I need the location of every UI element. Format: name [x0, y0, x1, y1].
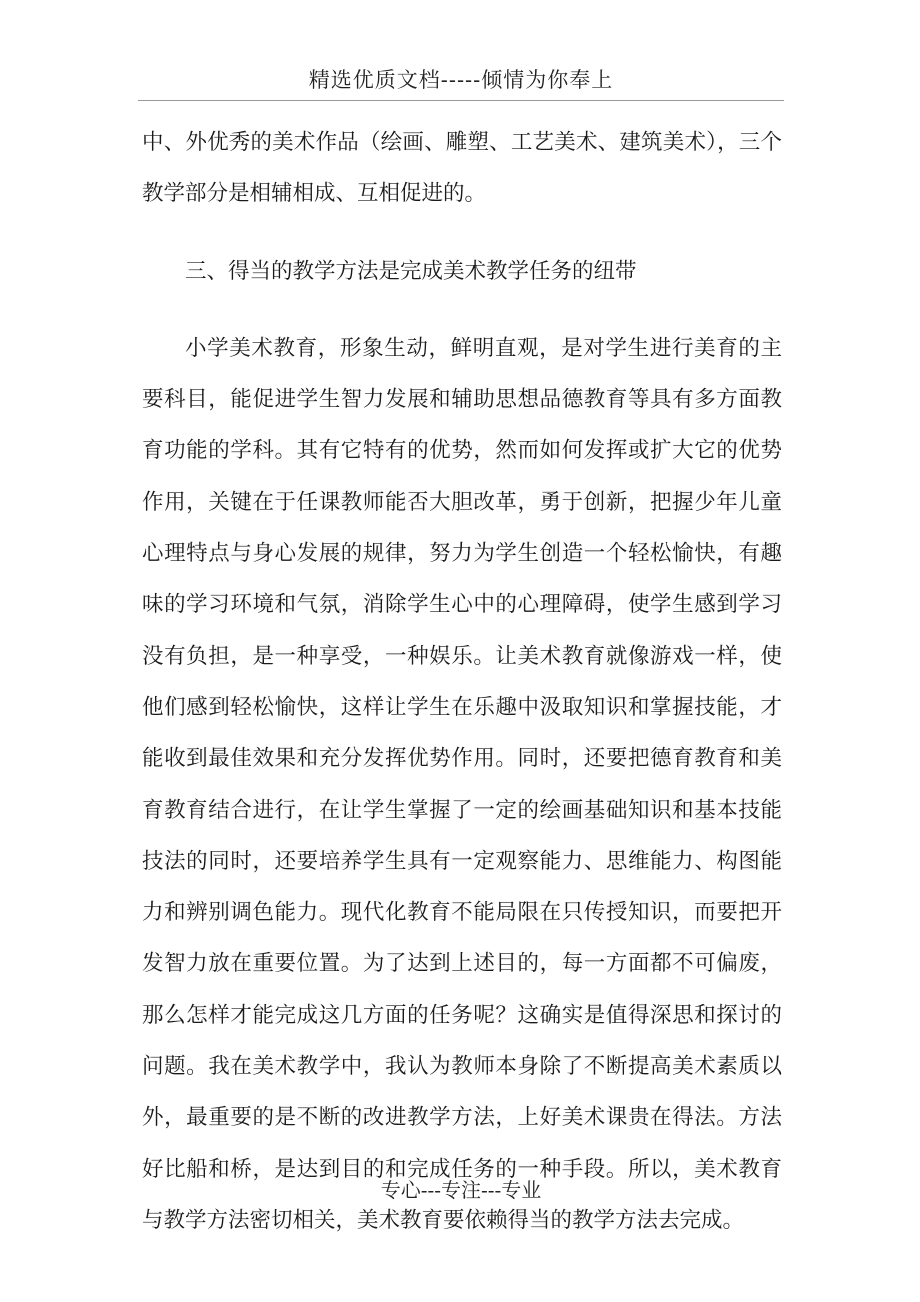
header-divider: [138, 100, 784, 101]
continuation-paragraph: 中、外优秀的美术作品（绘画、雕塑、工艺美术、建筑美术），三个教学部分是相辅相成、互相促进的。: [142, 130, 782, 207]
page-header: 精选优质文档-----倾情为你奉上: [308, 68, 614, 92]
document-body: [142, 117, 782, 1246]
body-paragraph: 小学美术教育，形象生动，鲜明直观，是对学生进行美育的主要科目，能促进学生智力发展和辅助思想品德教育等具有多方面教育功能的学科。其有它特有的优势，然而如何发挥或扩大它的优势作用，关键在于任课教师能否大胆改革，勇于创新，把握少年儿童心理特点与身心发展的规律，努力为学生创造一个轻松愉快，有趣味的学习环境和气氛，消除学生心中的心理障碍，使学生感到学习没有负担，是一种享受，一种娱乐。让美术教育就像游戏一样，使他们感到轻松愉快，这样让学生在乐趣中汲取知识和掌握技能，才能收到最佳效果和充分发挥优势作用。同时，还要把德育教育和美育教育结合进行，在让学生掌握了一定的绘画基础知识和基本技能技法的同时，还要培养学生具有一定观察能力、思维能力、构图能力和辨别调色能力。现代化教育不能局限在只传授知识，而要把开发智力放在重要位置。为了达到上述目的，每一方面都不可偏废，那么怎样才能完成这几方面的任务呢？这确实是值得深思和探讨的问题。我在美术教学中，我认为教师本身除了不断提高美术素质以外，最重要的是不断的改进教学方法，上好美术课贵在得法。方法好比船和桥，是达到目的和完成任务的一种手段。所以，美术教育与教学方法密切相关，美术教育要依赖得当的教学方法去完成。: [142, 335, 782, 1233]
section-heading: 三、得当的教学方法是完成美术教学任务的纽带: [185, 258, 637, 284]
page-footer: 专心---专注---专业: [380, 1178, 542, 1202]
